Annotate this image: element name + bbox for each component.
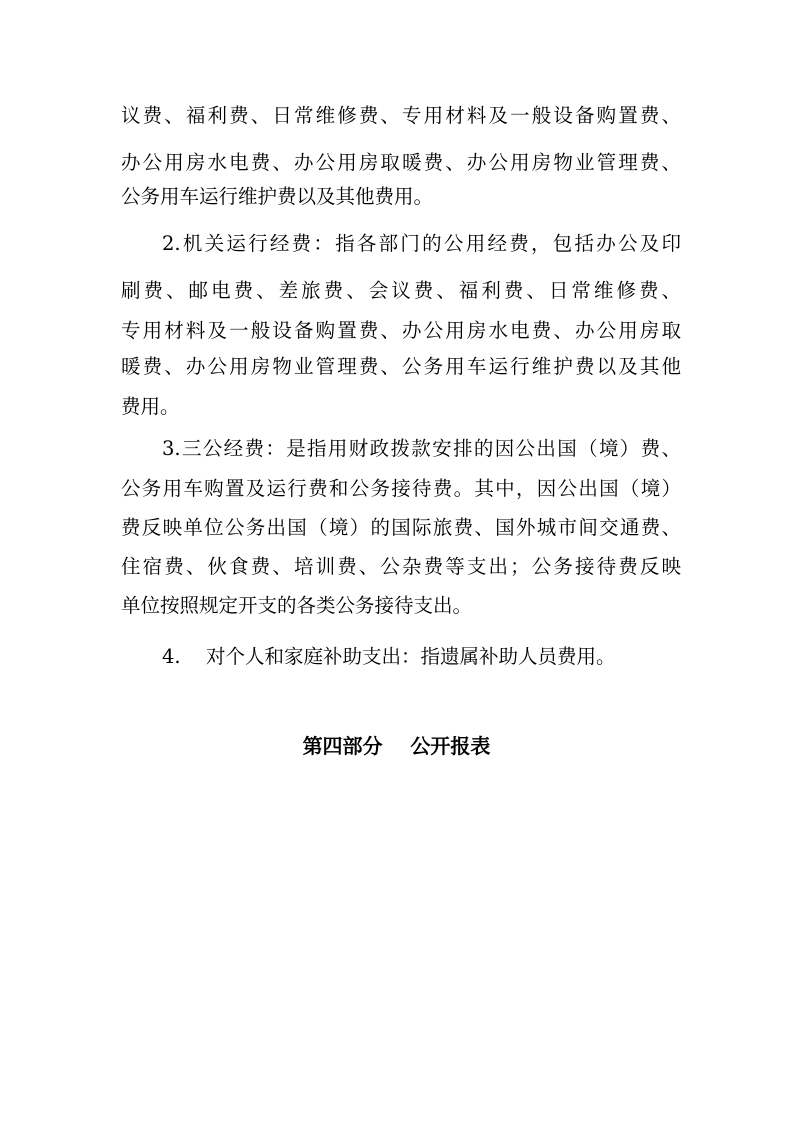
item-3-line: 住宿费、伙食费、培训费、公杂费等支出；公务接待费反映 — [121, 555, 681, 578]
item-2-line: 暖费、办公用房物业管理费、公务用车运行维护费以及其他 — [121, 355, 681, 378]
section-heading: 第四部分 公开报表 — [302, 734, 491, 758]
item-2-line: 费用。 — [121, 395, 180, 418]
paragraph-line: 公务用车运行维护费以及其他费用。 — [121, 185, 434, 208]
item-3-line: 单位按照规定开支的各类公务接待支出。 — [121, 594, 473, 617]
item-3-line: 费反映单位公务出国（境）的国际旅费、国外城市间交通费、 — [121, 516, 681, 539]
item-2-line: 刷费、邮电费、差旅费、会议费、福利费、日常维修费、 — [121, 279, 681, 302]
item-2-line: 2.机关运行经费：指各部门的公用经费，包括办公及印 — [162, 232, 681, 255]
item-3-line: 3.三公经费：是指用财政拨款安排的因公出国（境）费、 — [162, 437, 681, 460]
item-4-line — [162, 645, 642, 669]
item-4-number: 4. — [162, 645, 181, 668]
paragraph-line: 议费、福利费、日常维修费、专用材料及一般设备购置费、 — [121, 104, 681, 127]
item-2-line: 专用材料及一般设备购置费、办公用房水电费、办公用房取 — [121, 319, 681, 342]
paragraph-line: 办公用房水电费、办公用房取暖费、办公用房物业管理费、 — [121, 151, 681, 174]
item-4-text: 对个人和家庭补助支出：指遗属补助人员费用。 — [206, 645, 616, 668]
item-3-line: 公务用车购置及运行费和公务接待费。其中，因公出国（境） — [121, 477, 681, 500]
